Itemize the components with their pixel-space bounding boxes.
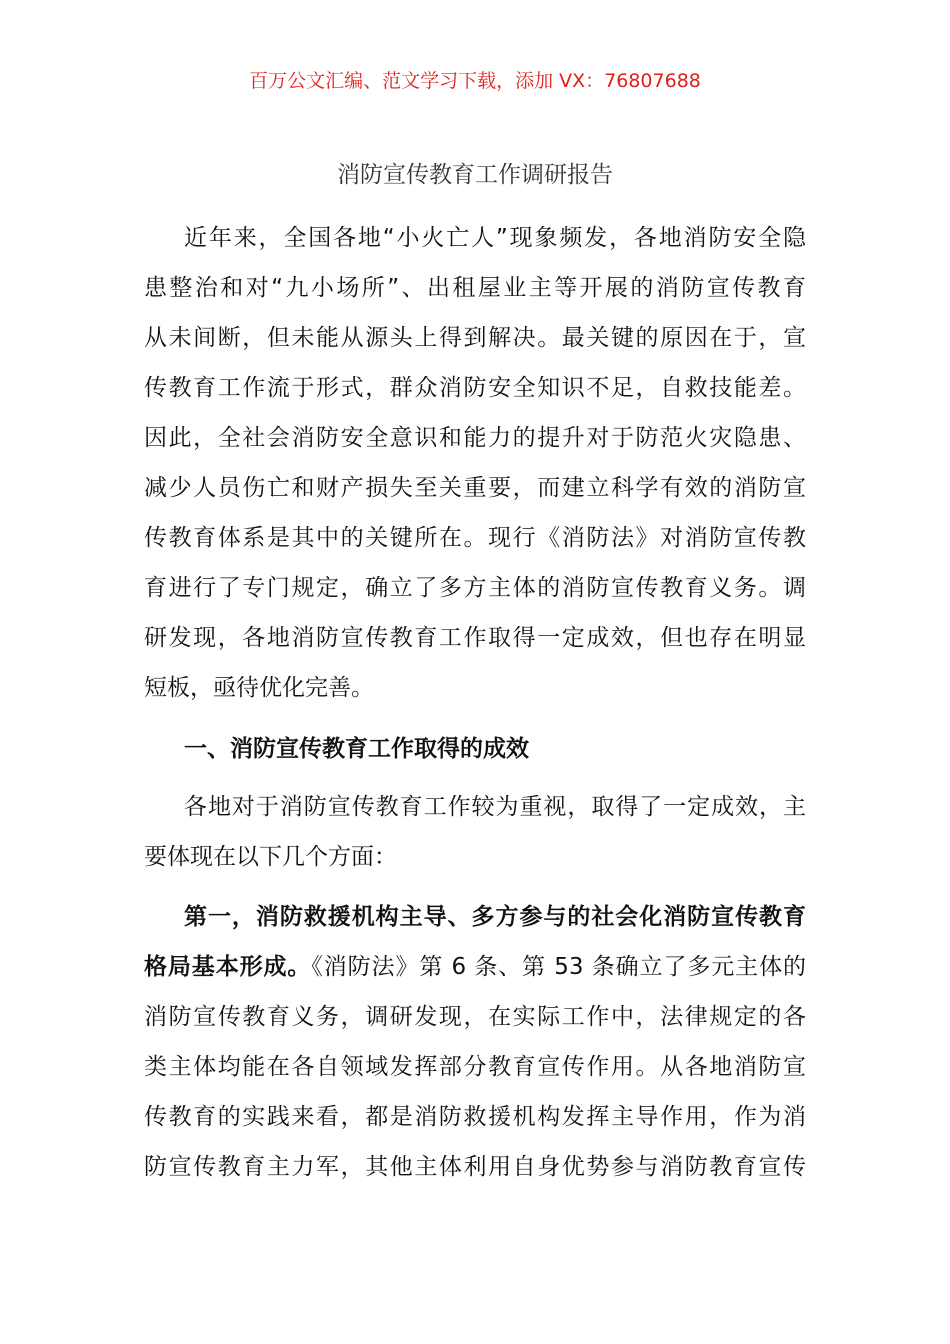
paragraph-line: 从未间断，但未能从源头上得到解决。最关键的原因在于，宣 [144, 325, 806, 351]
paragraph-line: 类主体均能在各自领域发挥部分教育宣传作用。从各地消防宣 [144, 1054, 806, 1080]
paragraph-line: 防宣传教育主力军，其他主体利用自身优势参与消防教育宣传 [144, 1154, 806, 1180]
section-heading: 一、消防宣传教育工作取得的成效 [184, 736, 529, 762]
paragraph-line: 传教育的实践来看，都是消防救援机构发挥主导作用，作为消 [144, 1104, 806, 1130]
paragraph-intro [144, 213, 806, 713]
paragraph-line: 消防宣传教育义务，调研发现，在实际工作中，法律规定的各 [144, 1004, 806, 1030]
paragraph-line: 因此，全社会消防安全意识和能力的提升对于防范火灾隐患、 [144, 425, 806, 451]
paragraph-line: 短板，亟待优化完善。 [144, 675, 374, 701]
paragraph-first-point [144, 892, 806, 1192]
paragraph-line [144, 942, 806, 992]
paragraph-line: 育进行了专门规定，确立了多方主体的消防宣传教育义务。调 [144, 575, 806, 601]
paragraph-line: 各地对于消防宣传教育工作较为重视，取得了一定成效，主 [184, 794, 806, 820]
paragraph-line-bold: 第一，消防救援机构主导、多方参与的社会化消防宣传教育 [184, 904, 806, 930]
paragraph-line: 研发现，各地消防宣传教育工作取得一定成效，但也存在明显 [144, 625, 806, 651]
paragraph-line: 减少人员伤亡和财产损失至关重要，而建立科学有效的消防宣 [144, 475, 806, 501]
paragraph-line: 要体现在以下几个方面： [144, 844, 397, 870]
document-title: 消防宣传教育工作调研报告 [337, 162, 613, 188]
bold-lead-text: 格局基本形成。 [144, 954, 312, 980]
watermark-header: 百万公文汇编、范文学习下载，添加 VX：76807688 [249, 70, 701, 92]
paragraph-achievements-intro [144, 782, 806, 882]
line-rest-text: 《消防法》第 6 条、第 53 条确立了多元主体的 [311, 954, 806, 980]
paragraph-line: 近年来，全国各地“小火亡人”现象频发，各地消防安全隐 [184, 225, 806, 251]
paragraph-line: 传教育工作流于形式，群众消防安全知识不足，自救技能差。 [144, 375, 806, 401]
paragraph-line: 传教育体系是其中的关键所在。现行《消防法》对消防宣传教 [144, 525, 806, 551]
paragraph-line: 患整治和对“九小场所”、出租屋业主等开展的消防宣传教育 [144, 275, 806, 301]
